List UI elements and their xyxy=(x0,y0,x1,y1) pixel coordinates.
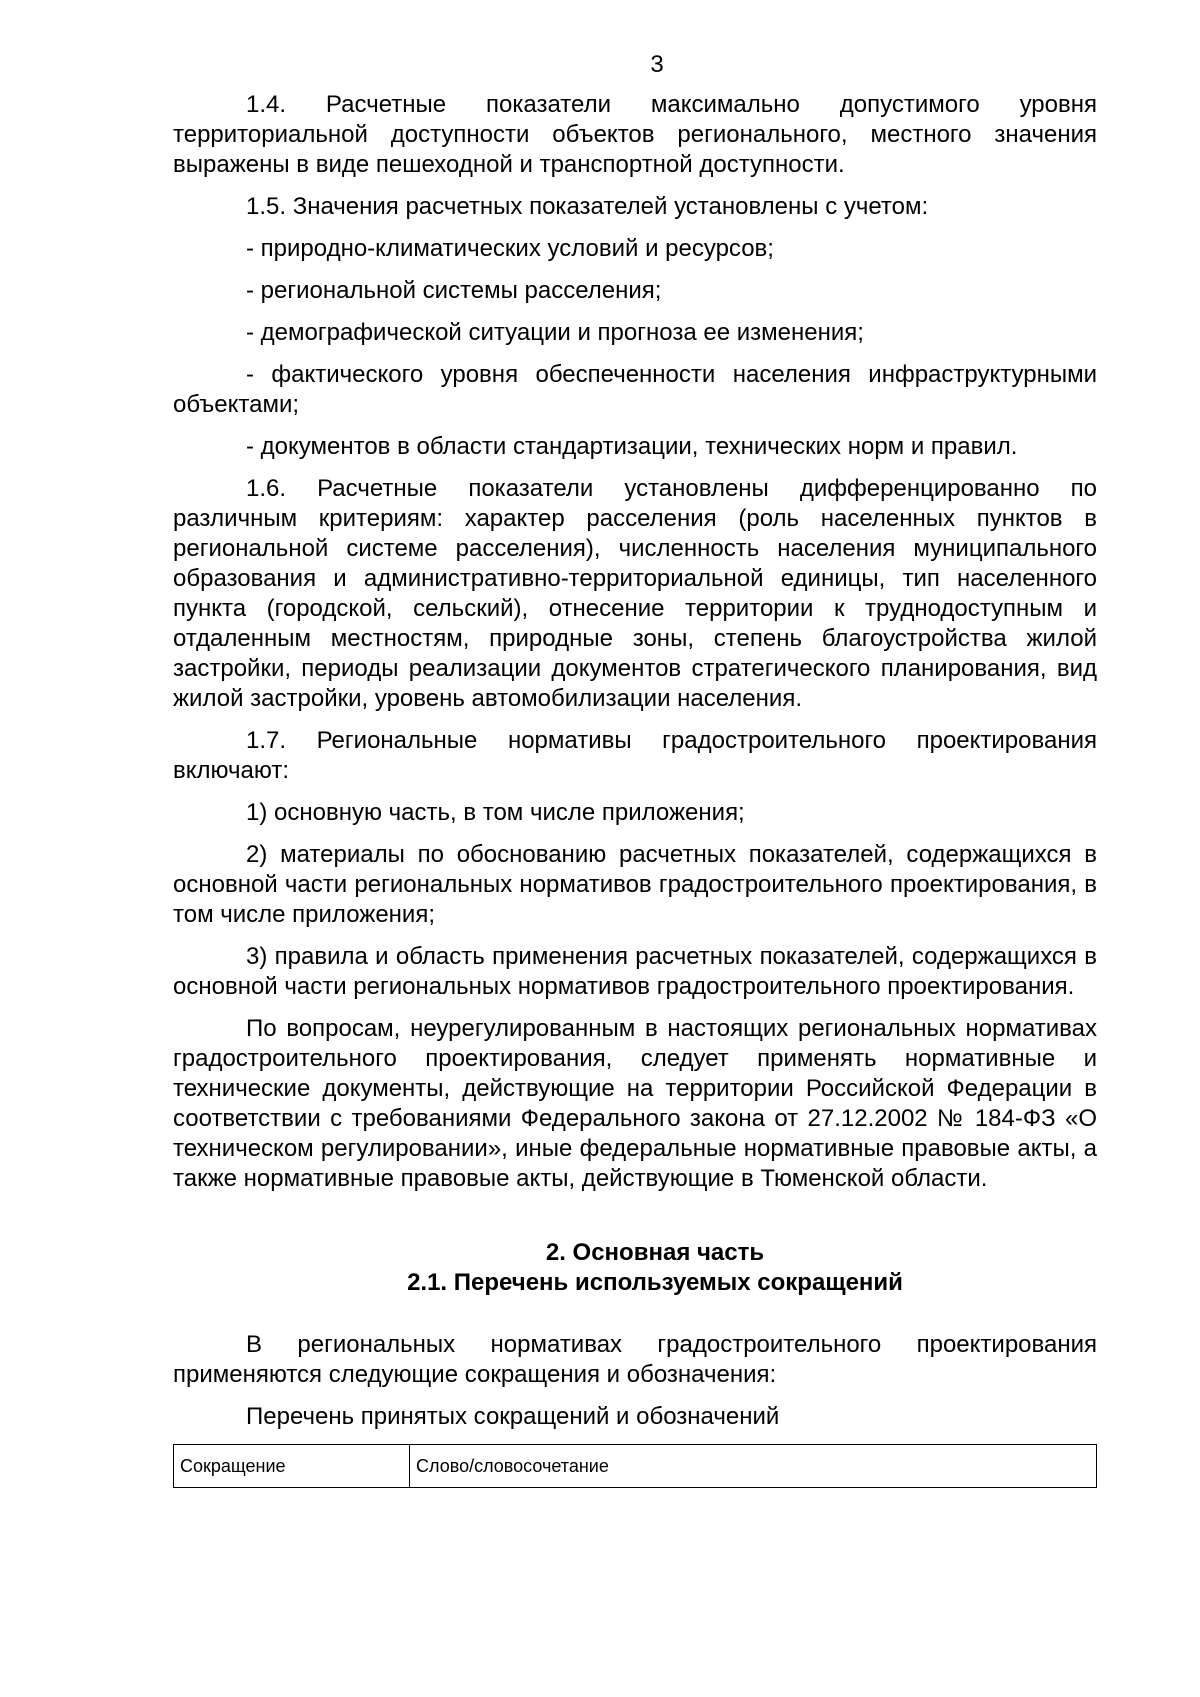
paragraph-1-5: 1.5. Значения расчетных показателей установлены с учетом: xyxy=(246,193,929,220)
section-heading-block xyxy=(173,1238,1097,1298)
section-heading: 2. Основная часть xyxy=(545,1239,765,1266)
paragraph-unregulated-issues: По вопросам, неурегулированным в настоящих региональных нормативах градостроительного проектирования, следует применять нормативные и технические документы, действующие на территории Российской Федерации в соответствии с требованиями Федерального закона от 27.12.2002 № 184-ФЗ «О техническом регулировании», иные федеральные нормативные правовые акты, а также нормативные правовые акты, действующие в Тюменской области. xyxy=(173,1015,1097,1192)
abbreviations-table xyxy=(173,1444,1097,1488)
table-header-cell: Сокращение xyxy=(174,1445,410,1488)
table-header-row xyxy=(174,1445,1097,1488)
list-item-standardization-documents: - документов в области стандартизации, технических норм и правил. xyxy=(246,433,1018,460)
list-item-demographic-situation: - демографической ситуации и прогноза ее изменения; xyxy=(246,319,864,346)
section-subheading: 2.1. Перечень используемых сокращений xyxy=(407,1269,903,1296)
page-number: 3 xyxy=(650,51,664,78)
list-item-main-part: 1) основную часть, в том числе приложения; xyxy=(246,799,745,826)
list-item-infrastructure-level: - фактического уровня обеспеченности населения инфраструктурными объектами; xyxy=(173,361,1097,418)
paragraph-1-6: 1.6. Расчетные показатели установлены дифференцированно по различным критериям: характер расселения (роль населенных пунктов в региональной системе расселения), численность населения муниципального образования и административно-территориальной единицы, тип населенного пункта (городской, сельский), отнесение территории к труднодоступным и отдаленным местностям, природные зоны, степень благоустройства жилой застройки, периоды реализации документов стратегического планирования, вид жилой застройки, уровень автомобилизации населения. xyxy=(173,475,1097,712)
section-intro: В региональных нормативах градостроительного проектирования применяются следующие сокращения и обозначения: xyxy=(173,1331,1097,1388)
list-item-application-rules: 3) правила и область применения расчетных показателей, содержащихся в основной части региональных нормативов градостроительного проектирования. xyxy=(173,943,1097,1000)
list-item-justification-materials: 2) материалы по обоснованию расчетных показателей, содержащихся в основной части региональных нормативов градостроительного проектирования, в том числе приложения; xyxy=(173,841,1097,928)
paragraph-1-7: 1.7. Региональные нормативы градостроительного проектирования включают: xyxy=(173,727,1097,784)
list-item-natural-conditions: - природно-климатических условий и ресурсов; xyxy=(246,235,774,262)
paragraph-1-4: 1.4. Расчетные показатели максимально допустимого уровня территориальной доступности объектов регионального, местного значения выражены в виде пешеходной и транспортной доступности. xyxy=(173,91,1097,178)
table-caption: Перечень принятых сокращений и обозначений xyxy=(246,1403,780,1430)
list-item-settlement-system: - региональной системы расселения; xyxy=(246,277,662,304)
table-header-cell: Слово/словосочетание xyxy=(410,1445,1097,1488)
